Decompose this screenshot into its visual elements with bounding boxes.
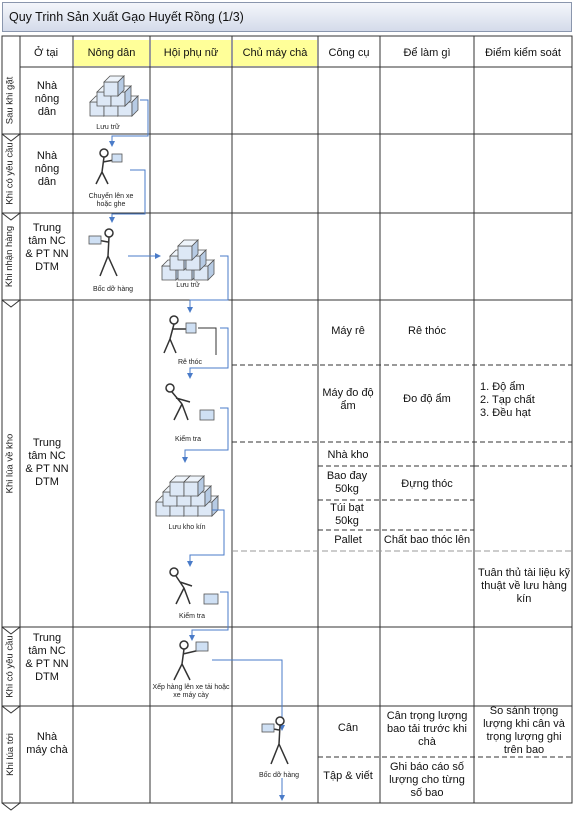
carrier-figure-2-icon	[89, 229, 117, 276]
carrier-figure-3-icon	[262, 717, 288, 764]
location-r2: Nhà nông dân	[34, 150, 60, 188]
phase-label-to-warehouse: Khi lúa về kho	[4, 433, 16, 494]
caption-unload-1: Bốc dỡ hàng	[92, 286, 133, 293]
location-r4: Trung tâm NC & PT NN DTM	[25, 437, 69, 488]
control-item: 1. Độ ẩm	[480, 381, 525, 393]
tool-tarp-bag: Túi bạt 50kg	[330, 502, 364, 527]
tool-notebook: Tập & viết	[323, 770, 373, 782]
tool-warehouse: Nhà kho	[327, 449, 369, 461]
phase-label-on-receipt: Khi nhận hàng	[4, 225, 16, 288]
storage-boxes-2-icon	[162, 240, 214, 280]
col-header-tools: Công cụ	[328, 47, 370, 59]
sealed-storage-icon	[156, 476, 218, 516]
control-sealed-storage: Tuân thủ tài liệu kỹ thuật về lưu hàng kín	[478, 567, 570, 605]
purpose-record: Ghi báo cáo số lượng cho từng số bao	[389, 761, 465, 799]
location-r5: Trung tâm NC & PT NN DTM	[25, 632, 69, 683]
tool-moisture-meter: Máy đo độ ẩm	[322, 387, 374, 412]
control-compare-weight: So sánh trọng lượng khi cân và trọng lượng ghi trên bao	[483, 705, 565, 756]
purpose-hold-paddy: Đựng thóc	[401, 478, 453, 490]
control-item: 2. Tạp chất	[480, 394, 535, 406]
purpose-winnow: Rê thóc	[408, 325, 446, 337]
page-title: Quy Trinh Sản Xuất Gạo Huyết Rồng (1/3)	[9, 10, 244, 24]
location-r3: Trung tâm NC & PT NN DTM	[25, 222, 69, 273]
location-r1: Nhà nông dân	[34, 80, 60, 118]
tool-winnower: Máy rê	[331, 325, 365, 337]
tool-pallet: Pallet	[334, 534, 362, 546]
tool-jute-bag: Bao đay 50kg	[326, 470, 368, 495]
inspector-figure-2-icon	[170, 568, 218, 604]
control-item: 3. Đều hạt	[480, 407, 531, 419]
phase-label-on-request-1: Khi có yêu cầu	[4, 142, 16, 205]
col-header-control: Điểm kiểm soát	[485, 47, 561, 59]
inspector-figure-1-icon	[166, 384, 214, 420]
col-header-farmer: Nông dân	[74, 40, 149, 66]
phase-label-after-harvest: Sau khi gặt	[4, 76, 16, 125]
caption-winnow: Rê thóc	[177, 359, 203, 366]
purpose-moisture: Đo độ ẩm	[403, 393, 451, 405]
col-header-womens-union: Hội phụ nữ	[151, 40, 231, 66]
tool-scale: Cân	[337, 722, 359, 734]
phase-label-on-request-2: Khi có yêu cầu	[4, 635, 16, 698]
col-header-location: Ở tại	[33, 47, 59, 59]
storage-boxes-1-icon	[90, 76, 138, 116]
caption-loading: Xếp hàng lên xe tải hoặc xe máy cày	[152, 684, 230, 699]
caption-unload-2: Bốc dỡ hàng	[258, 772, 299, 779]
col-header-mill-owner: Chủ máy chà	[233, 40, 317, 66]
caption-sealed-storage: Lưu kho kín	[168, 524, 206, 531]
caption-inspect-1: Kiểm tra	[174, 436, 202, 443]
control-checklist	[480, 381, 568, 420]
caption-inspect-2: Kiểm tra	[178, 613, 206, 620]
phase-label-arrival: Khi lúa tới	[4, 733, 16, 776]
location-r6: Nhà máy chà	[26, 731, 68, 756]
col-header-purpose: Để làm gì	[403, 47, 451, 59]
winnowing-figure-icon	[164, 316, 216, 355]
loading-figure-icon	[174, 641, 208, 680]
carrier-figure-1-icon	[96, 149, 122, 184]
caption-storage-1: Lưu trữ	[96, 124, 120, 131]
purpose-stack-bags: Chất bao thóc lên	[383, 534, 471, 546]
caption-storage-2: Lưu trữ	[176, 282, 200, 289]
purpose-weigh: Cân trọng lượng bao tải trước khi chà	[386, 710, 468, 748]
caption-transfer: Chuyển lên xe hoặc ghe	[88, 193, 134, 208]
